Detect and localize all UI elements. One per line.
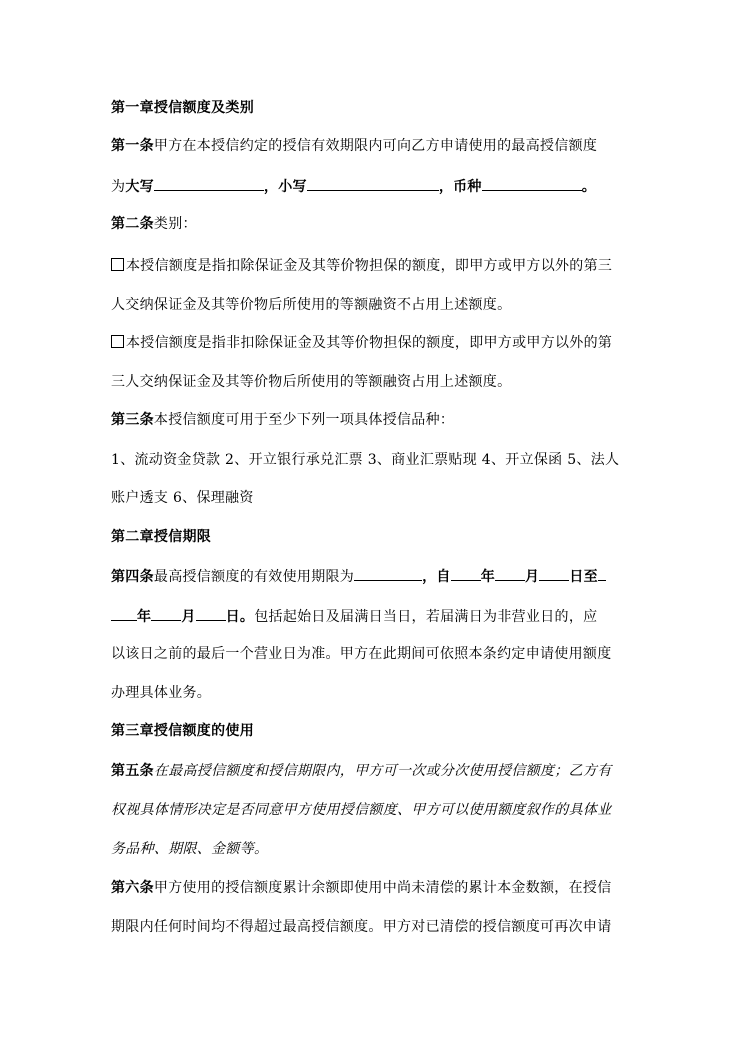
article-1-line-2: 为大写 ，小写 ，币种 。 <box>111 176 596 197</box>
option-1-checkbox[interactable] <box>111 258 124 271</box>
start-month-blank[interactable] <box>495 566 525 581</box>
article-4-line-3: 以该日之前的最后一个营业日为准。甲方在此期间可依照本条约定申请使用额度 <box>111 646 612 662</box>
end-year-blank-part-2[interactable] <box>111 606 137 621</box>
article-4-line-2: 年 月 日。包括起始日及届满日当日，若届满日为非营业日的，应 <box>111 606 597 627</box>
amount-lowercase-blank[interactable] <box>307 176 439 191</box>
article-5-line-3: 务品种、期限、金额等。 <box>111 841 269 857</box>
article-5-label: 第五条 <box>111 763 154 779</box>
article-6-line-2: 期限内任何时间均不得超过最高授信额度。甲方对已清偿的授信额度可再次申请 <box>111 919 612 935</box>
article-2-option-2-line-1: 本授信额度是指非扣除保证金及其等价物担保的额度，即甲方或甲方以外的第 <box>111 333 612 353</box>
article-6-line-1: 第六条甲方使用的授信额度累计余额即使用中尚未清偿的累计本金数额，在授信 <box>111 880 612 896</box>
article-2-heading: 第二条类别： <box>111 216 197 232</box>
article-3-list-line-1: 1、流动资金贷款 2、开立银行承兑汇票 3、商业汇票贴现 4、开立保函 5、法人 <box>111 452 620 468</box>
chapter-2-heading: 第二章授信期限 <box>111 529 212 545</box>
article-4-line-1: 第四条最高授信额度的有效使用期限为 ，自 年 月 日至 <box>111 566 606 587</box>
chapter-1-heading: 第一章授信额度及类别 <box>111 100 254 116</box>
article-2-option-1-line-1: 本授信额度是指扣除保证金及其等价物担保的额度，即甲方或甲方以外的第三 <box>111 256 612 276</box>
end-day-blank[interactable] <box>196 606 226 621</box>
chapter-3-heading: 第三章授信额度的使用 <box>111 723 254 739</box>
article-2-option-1-line-2: 人交纳保证金及其等价物后所使用的等额融资不占用上述额度。 <box>111 297 512 313</box>
end-year-blank-part-1[interactable] <box>598 566 606 581</box>
currency-blank[interactable] <box>482 176 582 191</box>
article-6-label: 第六条 <box>111 880 154 896</box>
article-1-line-1: 第一条甲方在本授信约定的授信有效期限内可向乙方申请使用的最高授信额度 <box>111 138 598 154</box>
option-2-checkbox[interactable] <box>111 335 124 348</box>
amount-uppercase-blank[interactable] <box>154 176 264 191</box>
article-4-line-4: 办理具体业务。 <box>111 685 212 701</box>
article-5-line-2: 权视具体情形决定是否同意甲方使用授信额度、甲方可以使用额度叙作的具体业 <box>111 802 612 818</box>
start-year-blank[interactable] <box>451 566 481 581</box>
article-2-label: 第二条 <box>111 216 154 232</box>
article-3-list-line-2: 账户透支 6、保理融资 <box>111 490 254 506</box>
article-3-label: 第三条 <box>111 412 154 428</box>
article-3-line-1: 第三条本授信额度可用于至少下列一项具体授信品种： <box>111 412 455 428</box>
period-blank[interactable] <box>354 566 422 581</box>
start-day-blank[interactable] <box>539 566 569 581</box>
article-5-line-1: 第五条在最高授信额度和授信期限内，甲方可一次或分次使用授信额度；乙方有 <box>111 763 612 779</box>
article-2-option-2-line-2: 三人交纳保证金及其等价物后所使用的等额融资占用上述额度。 <box>111 374 512 390</box>
end-month-blank[interactable] <box>151 606 181 621</box>
article-4-label: 第四条 <box>111 569 154 585</box>
article-1-label: 第一条 <box>111 138 154 154</box>
